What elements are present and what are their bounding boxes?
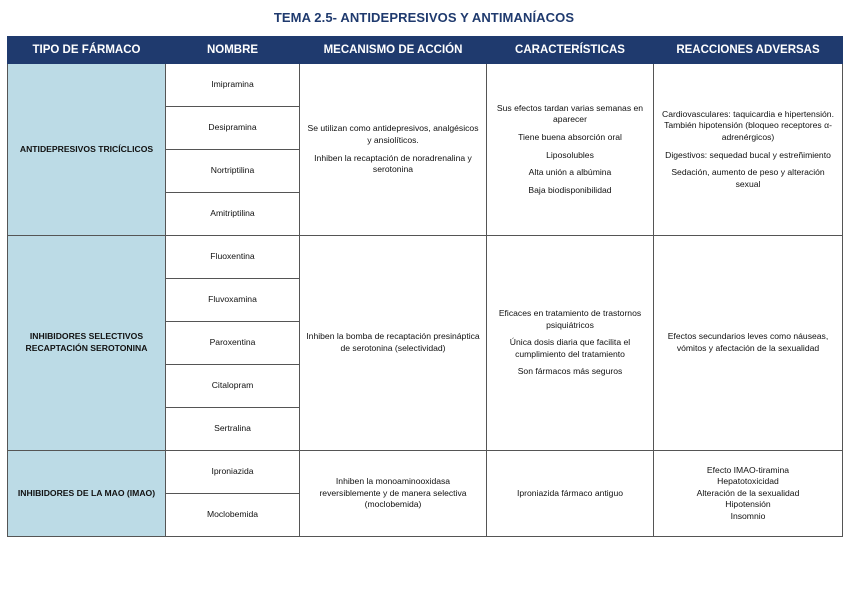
drug-name: Sertralina [166,408,300,451]
adverse-text: Hipotensión [725,499,771,510]
characteristic-text: Alta unión a albúmina [528,167,612,178]
header-caracteristicas: CARACTERÍSTICAS [487,37,654,64]
mechanism-text: Inhiben la bomba de recaptación presináptica de serotonina (selectividad) [306,331,480,353]
characteristic-text: Son fármacos más seguros [517,366,623,377]
mechanism-text: Inhiben la monoaminooxidasa reversiblemente y de manera selectiva (moclobemida) [319,476,467,510]
adverse-cell [654,451,843,537]
mechanism-cell [300,236,487,451]
adverse-text: Sedación, aumento de peso y alteración sexual [671,167,825,189]
adverse-text: Alteración de la sexualidad [696,487,800,498]
mechanism-text: Se utilizan como antidepresivos, analgésicos y ansiolíticos. [307,123,479,145]
characteristic-text: Baja biodisponibilidad [528,184,612,195]
header-tipo: TIPO DE FÁRMACO [8,37,166,64]
drug-name: Imipramina [166,64,300,107]
characteristic-text: Sus efectos tardan varias semanas en aparecer [496,102,644,125]
drug-name: Fluoxentina [166,236,300,279]
adverse-text: Hepatotoxicidad [717,476,779,487]
adverse-text: Efectos secundarios leves como náuseas, vómitos y afectación de la sexualidad [667,331,829,353]
mechanism-cell [300,64,487,236]
header-mecanismo: MECANISMO DE ACCIÓN [300,37,487,64]
drug-name: Paroxentina [166,322,300,365]
header-row [8,37,843,64]
characteristics-cell [487,451,654,537]
characteristics-cell [487,236,654,451]
characteristics-cell [487,64,654,236]
page-title: TEMA 2.5- ANTIDEPRESIVOS Y ANTIMANÍACOS [273,10,575,25]
drug-type-cell: ANTIDEPRESIVOS TRICÍCLICOS [8,64,166,236]
characteristic-text: Eficaces en tratamiento de trastornos psiquiátricos [498,308,642,330]
adverse-text: Efecto IMAO-tiramina [706,464,790,475]
table-row [8,236,843,279]
adverse-text: Digestivos: sequedad bucal y estreñimiento [665,149,831,160]
drug-name: Amitriptilina [166,193,300,236]
drug-name: Moclobemida [166,494,300,537]
adverse-text: Insomnio [730,510,766,521]
adverse-text: Cardiovasculares: taquicardia e hipertensión. También hipotensión (bloqueo receptores α-adrenérgicos) [662,108,834,142]
characteristic-text: Iproniazida fármaco antiguo [516,487,624,498]
characteristic-text: Tiene buena absorción oral [518,131,622,142]
adverse-cell [654,236,843,451]
header-nombre: NOMBRE [166,37,300,64]
characteristic-text: Liposolubles [546,149,594,160]
drug-name: Iproniazida [166,451,300,494]
drug-name: Nortriptilina [166,150,300,193]
header-reacciones: REACCIONES ADVERSAS [654,37,843,64]
mechanism-text: Inhiben la recaptación de noradrenalina y serotonina [314,152,472,175]
table-row [8,64,843,107]
table-row [8,451,843,494]
adverse-cell [654,64,843,236]
characteristic-text: Única dosis diaria que facilita el cumplimiento del tratamiento [509,337,631,359]
drug-table [7,36,843,537]
drug-type-cell: INHIBIDORES SELECTIVOS RECAPTACIÓN SEROTONINA [8,236,166,451]
drug-type-cell: INHIBIDORES DE LA MAO (IMAO) [8,451,166,537]
drug-name: Desipramina [166,107,300,150]
drug-name: Citalopram [166,365,300,408]
drug-name: Fluvoxamina [166,279,300,322]
mechanism-cell [300,451,487,537]
